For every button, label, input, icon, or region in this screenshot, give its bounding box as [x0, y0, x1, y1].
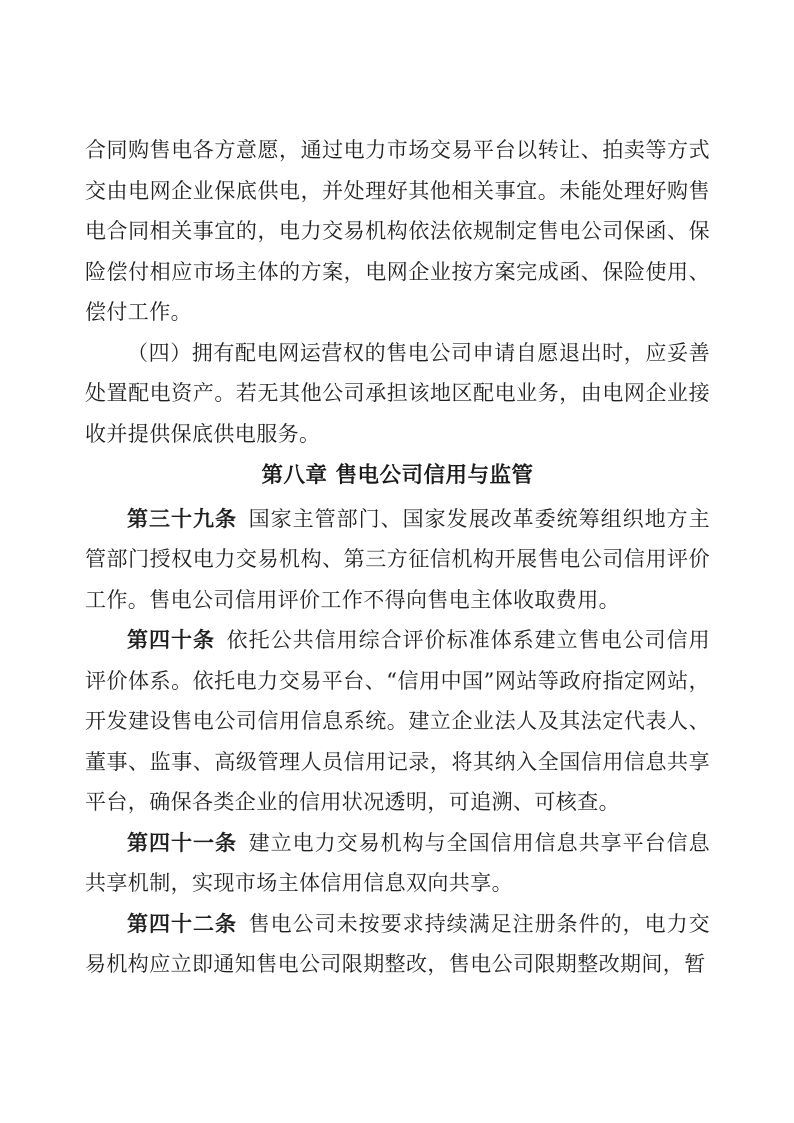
article-40-paragraph — [85, 620, 710, 823]
article-41-paragraph — [85, 823, 710, 904]
article-42-paragraph — [85, 904, 710, 985]
article-39-paragraph — [85, 499, 710, 621]
article-42-number: 第四十二条 — [127, 910, 238, 936]
article-41-text: 建立电力交易机构与全国信用信息共享平台信息共享机制，实现市场主体信用信息双向共享。 — [85, 830, 710, 895]
paragraph-contract-continuation: 合同购售电各方意愿，通过电力市场交易平台以转让、拍卖等方式交由电网企业保底供电，并处理好其他相关事宜。未能处理好购售电合同相关事宜的，电力交易机构依法依规制定售电公司保函、保险偿付相应市场主体的方案，电网企业按方案完成函、保险使用、偿付工作。 — [85, 138, 710, 324]
article-39-number: 第三十九条 — [127, 505, 238, 531]
article-39-text: 国家主管部门、国家发展改革委统筹组织地方主管部门授权电力交易机构、第三方征信机构开展售电公司信用评价工作。售电公司信用评价工作不得向售电主体收取费用。 — [85, 506, 710, 612]
chapter-eight-heading: 第八章 售电公司信用与监管 — [261, 463, 534, 488]
article-40-text: 依托公共信用综合评价标准体系建立售电公司信用评价体系。依托电力交易平台、“信用中国”网站等政府指定网站，开发建设售电公司信用信息系统。建立企业法人及其法定代表人、董事、监事、高级管理人员信用记录，将其纳入全国信用信息共享平台，确保各类企业的信用状况透明，可追溯、可核查。 — [85, 628, 710, 814]
article-41-number: 第四十一条 — [127, 829, 238, 855]
article-42-text: 售电公司未按要求持续满足注册条件的，电力交易机构应立即通知售电公司限期整改，售电公司限期整改期间，暂 — [85, 911, 710, 976]
paragraph-item-four: （四）拥有配电网运营权的售电公司申请自愿退出时，应妥善处置配电资产。若无其他公司承担该地区配电业务，由电网企业接收并提供保底供电服务。 — [85, 340, 710, 446]
article-40-number: 第四十条 — [127, 627, 216, 652]
